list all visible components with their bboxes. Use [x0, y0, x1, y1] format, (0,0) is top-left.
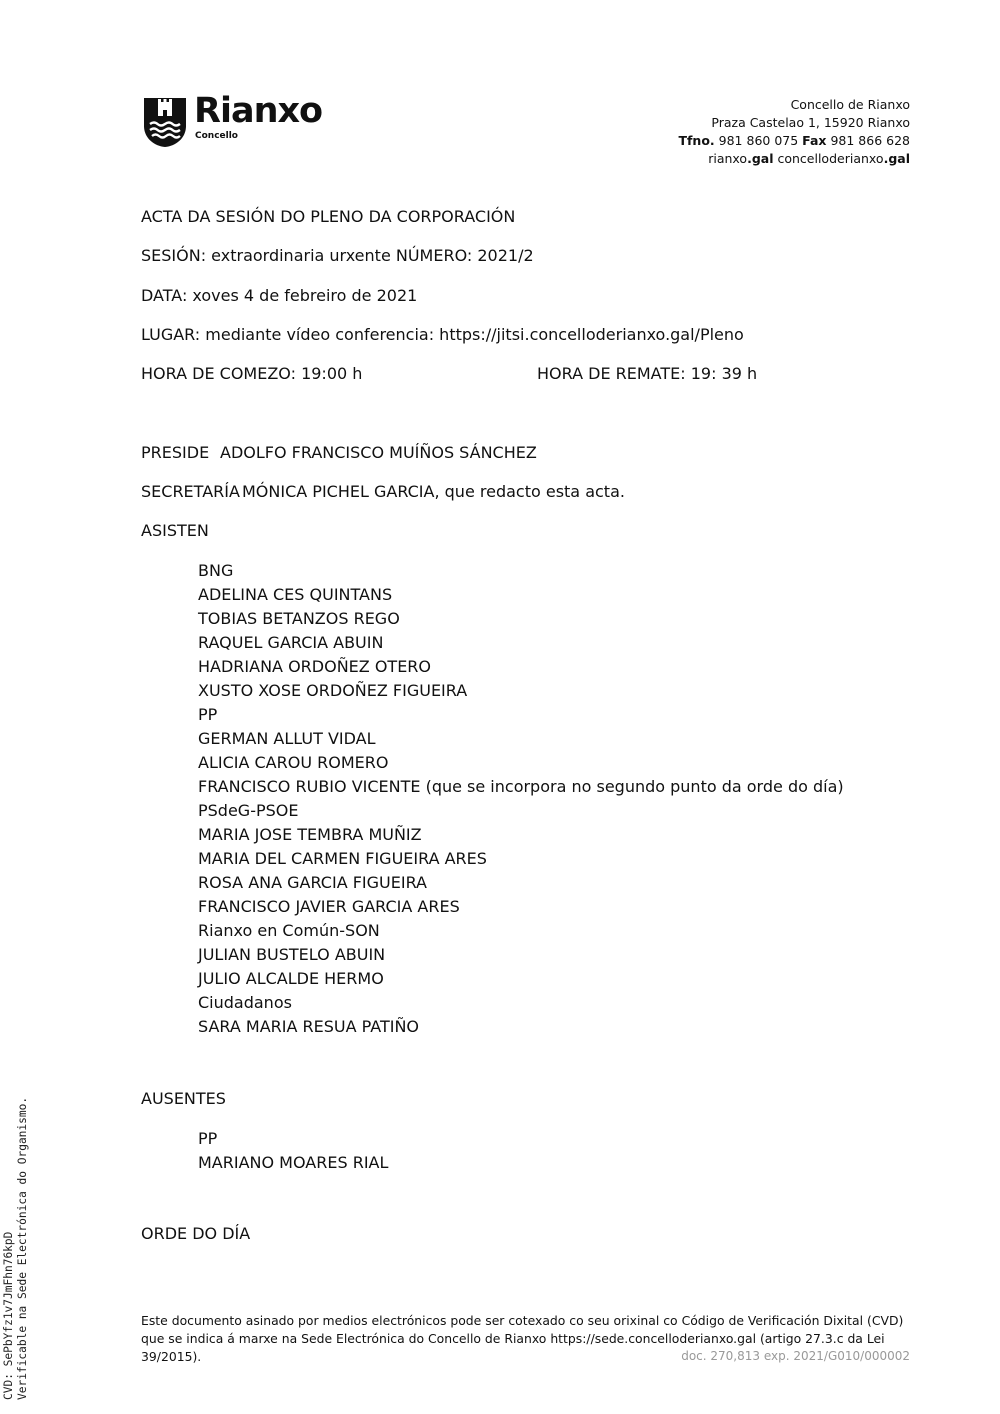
list-item: BNG — [198, 561, 234, 580]
list-item: MARIA DEL CARMEN FIGUEIRA ARES — [198, 849, 487, 868]
contact-block — [678, 96, 910, 168]
contact-phones — [678, 132, 910, 150]
preside-line — [141, 443, 537, 462]
fax-value: 981 866 628 — [830, 133, 910, 148]
list-item: ADELINA CES QUINTANS — [198, 585, 393, 604]
cvd-code: CVD: SePbYfz1v7JmFhn76kpD — [2, 1231, 15, 1400]
tfno-label: Tfno. — [678, 133, 715, 148]
list-item: JULIO ALCALDE HERMO — [198, 969, 384, 988]
contact-address: Praza Castelao 1, 15920 Rianxo — [711, 115, 910, 130]
list-item: JULIAN BUSTELO ABUIN — [198, 945, 386, 964]
cvd-verificable: Verificable na Sede Electrónica do Organismo. — [16, 1096, 29, 1400]
list-item: HADRIANA ORDOÑEZ OTERO — [198, 657, 432, 676]
verification-note: Este documento asinado por medios electrónicos pode ser cotexado co seu orixinal co Código de Verificación Dixital (CVD) que se indica á marxe na Sede Electrónica do Concello de Rianxo https://sede.concelloderianxo.gal (artigo 27.3.c da Lei 39/2015). — [141, 1313, 904, 1364]
list-item: TOBIAS BETANZOS REGO — [198, 609, 400, 628]
sesion-line: SESIÓN: extraordinaria urxente NÚMERO: 2021/2 — [141, 246, 534, 265]
concello-logo — [142, 91, 342, 152]
preside-name: ADOLFO FRANCISCO MUÍÑOS SÁNCHEZ — [220, 443, 537, 462]
ausentes-label: AUSENTES — [141, 1089, 226, 1108]
asisten-label: ASISTEN — [141, 521, 209, 540]
data-line: DATA: xoves 4 de febreiro de 2021 — [141, 286, 418, 305]
acta-title: ACTA DA SESIÓN DO PLENO DA CORPORACIÓN — [141, 207, 516, 226]
list-item: SARA MARIA RESUA PATIÑO — [198, 1017, 420, 1036]
contact-org: Concello de Rianxo — [790, 97, 910, 112]
list-item: ALICIA CAROU ROMERO — [198, 753, 389, 772]
web2-tld[interactable]: .gal — [883, 151, 910, 166]
secretaria-label: SECRETARÍA — [141, 482, 240, 501]
lugar-line: LUGAR: mediante vídeo conferencia: https://jitsi.concelloderianxo.gal/Pleno — [141, 325, 744, 344]
asisten-list — [198, 559, 844, 1039]
hora-comezo: HORA DE COMEZO: 19:00 h — [141, 364, 363, 383]
contact-webs — [678, 150, 910, 168]
list-item: XUSTO XOSE ORDOÑEZ FIGUEIRA — [198, 681, 468, 700]
web1-tld[interactable]: .gal — [747, 151, 774, 166]
list-item: PP — [198, 1129, 218, 1148]
list-item: Rianxo en Común-SON — [198, 921, 380, 940]
list-item: Ciudadanos — [198, 993, 292, 1012]
list-item: FRANCISCO RUBIO VICENTE (que se incorpora no segundo punto da orde do día) — [198, 777, 844, 796]
list-item: MARIANO MOARES RIAL — [198, 1153, 389, 1172]
cvd-margin — [2, 1097, 30, 1400]
web1-name[interactable]: rianxo — [708, 151, 748, 166]
fax-label: Fax — [802, 133, 827, 148]
ausentes-list — [198, 1127, 388, 1175]
list-item: PSdeG-PSOE — [198, 801, 299, 820]
list-item: FRANCISCO JAVIER GARCIA ARES — [198, 897, 460, 916]
list-item: MARIA JOSE TEMBRA MUÑIZ — [198, 825, 422, 844]
list-item: PP — [198, 705, 218, 724]
orde-do-dia-heading: ORDE DO DÍA — [141, 1224, 251, 1243]
document-reference: doc. 270,813 exp. 2021/G010/000002 — [681, 1349, 910, 1363]
web2-name[interactable]: concelloderianxo — [777, 151, 884, 166]
secretaria-line — [141, 482, 625, 501]
list-item: ROSA ANA GARCIA FIGUEIRA — [198, 873, 427, 892]
castle-shield-icon — [142, 96, 188, 148]
tfno-value: 981 860 075 — [718, 133, 799, 148]
preside-label: PRESIDE — [141, 443, 210, 462]
logo-subtitle: Concello — [195, 131, 238, 141]
logo-wordmark: Rianxo — [194, 91, 323, 131]
hora-remate: HORA DE REMATE: 19: 39 h — [537, 364, 758, 383]
secretaria-name: MÓNICA PICHEL GARCIA, que redacto esta acta. — [242, 482, 625, 501]
list-item: RAQUEL GARCIA ABUIN — [198, 633, 384, 652]
list-item: GERMAN ALLUT VIDAL — [198, 729, 376, 748]
